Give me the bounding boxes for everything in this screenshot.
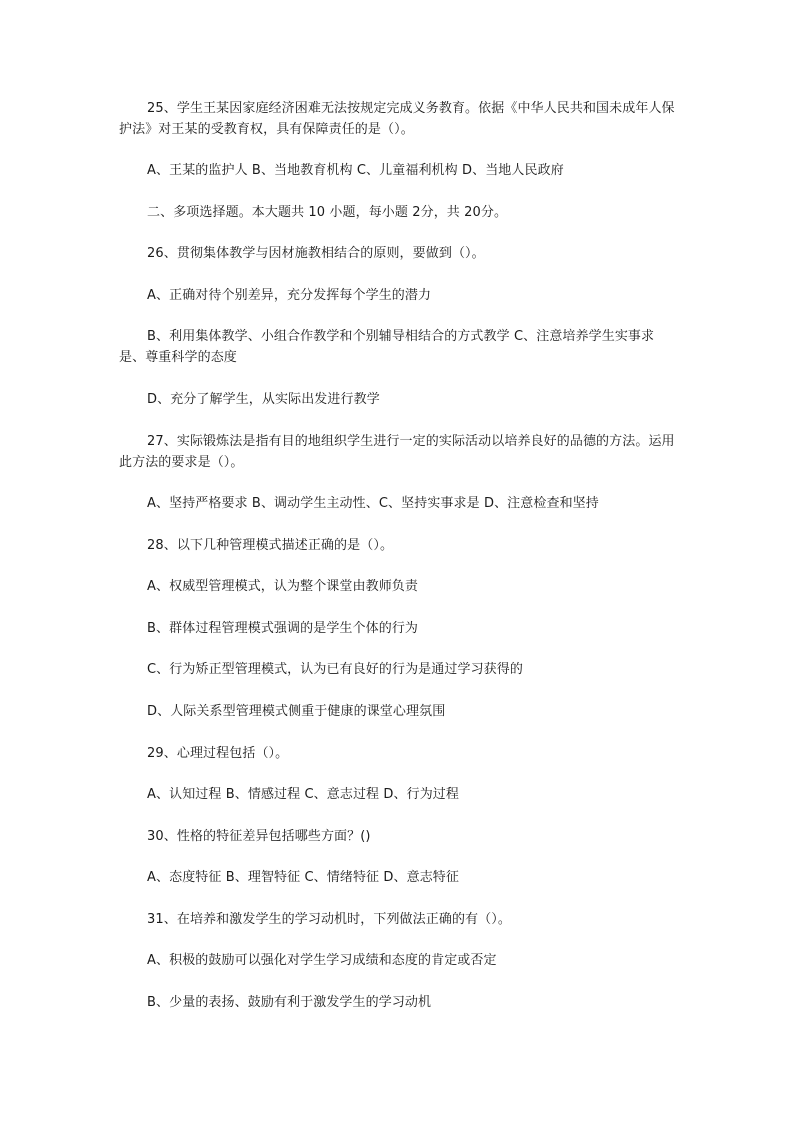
question-27: 27、实际锻炼法是指有目的地组织学生进行一定的实际活动以培养良好的品德的方法。运用此方法的要求是（）。: [119, 434, 675, 470]
question-28-option-b: B、群体过程管理模式强调的是学生个体的行为: [147, 621, 419, 636]
question-29-options: A、认知过程 B、情感过程 C、意志过程 D、行为过程: [147, 787, 459, 802]
question-27-options: A、坚持严格要求 B、调动学生主动性、C、坚持实事求是 D、注意检查和坚持: [147, 496, 599, 511]
question-26-option-a: A、正确对待个别差异，充分发挥每个学生的潜力: [147, 288, 432, 303]
question-26: 26、贯彻集体教学与因材施教相结合的原则，要做到（）。: [147, 246, 485, 261]
section-heading-multiple-choice: 二、多项选择题。本大题共 10 小题，每小题 2分，共 20分。: [147, 205, 508, 220]
question-30: 30、性格的特征差异包括哪些方面？(): [147, 829, 371, 844]
question-31-option-b: B、少量的表扬、鼓励有利于激发学生的学习动机: [147, 995, 432, 1010]
question-26-option-b-c: B、利用集体教学、小组合作教学和个别辅导相结合的方式教学 C、注意培养学生实事求是、尊重科学的态度: [119, 329, 655, 365]
question-25: 25、学生王某因家庭经济困难无法按规定完成义务教育。依据《中华人民共和国未成年人保护法》对王某的受教育权，具有保障责任的是（）。: [119, 101, 675, 137]
question-28-option-c: C、行为矫正型管理模式，认为已有良好的行为是通过学习获得的: [147, 662, 523, 677]
question-31: 31、在培养和激发学生的学习动机时，下列做法正确的有（）。: [147, 912, 511, 927]
question-29: 29、心理过程包括（）。: [147, 746, 289, 761]
question-26-option-d: D、充分了解学生，从实际出发进行教学: [147, 392, 380, 407]
question-25-options: A、王某的监护人 B、当地教育机构 C、儿童福利机构 D、当地人民政府: [147, 163, 564, 178]
question-28-option-a: A、权威型管理模式，认为整个课堂由教师负责: [147, 579, 418, 594]
question-28-option-d: D、人际关系型管理模式侧重于健康的课堂心理氛围: [147, 704, 446, 719]
question-28: 28、以下几种管理模式描述正确的是（）。: [147, 538, 394, 553]
question-31-option-a: A、积极的鼓励可以强化对学生学习成绩和态度的肯定或否定: [147, 953, 497, 968]
question-30-options: A、态度特征 B、理智特征 C、情绪特征 D、意志特征: [147, 870, 459, 885]
